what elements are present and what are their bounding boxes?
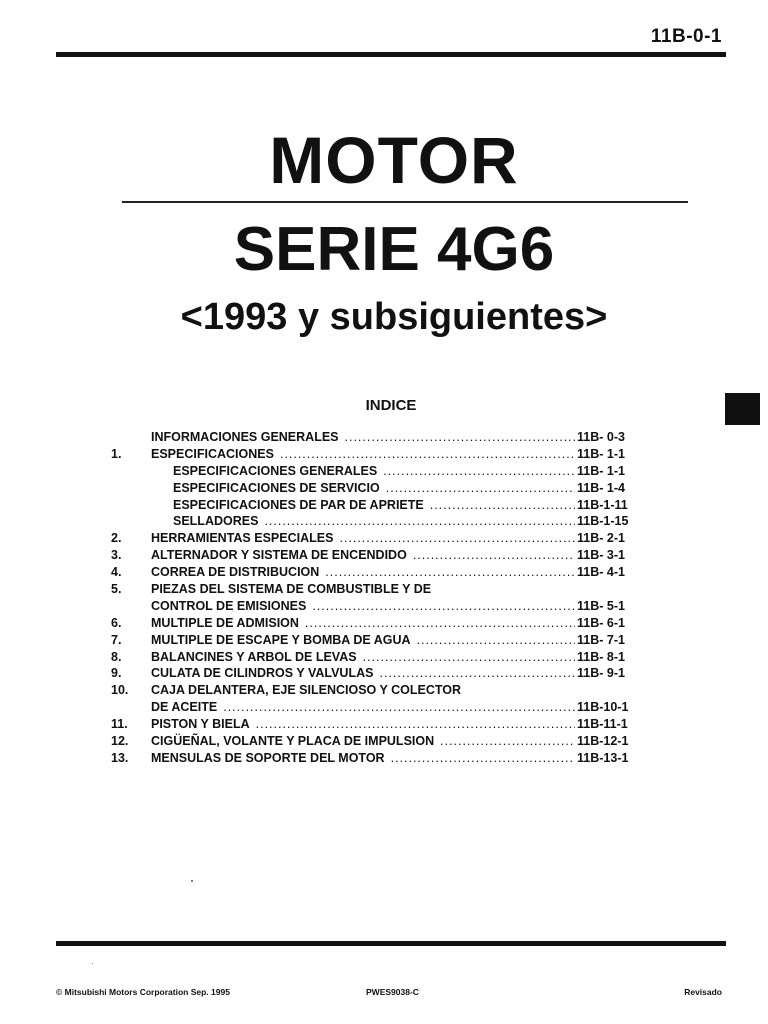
toc-entry-label: ESPECIFICACIONES DE PAR DE APRIETE bbox=[173, 497, 424, 512]
footer-code: PWES9038-C bbox=[366, 987, 419, 997]
toc-entry-page: 11B- 4-1 bbox=[577, 565, 625, 580]
toc-entry-label: ESPECIFICACIONES bbox=[151, 446, 274, 461]
document-subtitle: SERIE 4G6 bbox=[233, 215, 555, 284]
toc-dot-leader bbox=[430, 497, 575, 514]
toc-dot-leader bbox=[256, 716, 575, 733]
toc-entry-page: 11B-1-11 bbox=[577, 497, 628, 512]
toc-entry bbox=[0, 632, 768, 649]
bottom-rule bbox=[56, 941, 726, 946]
index-heading: INDICE bbox=[365, 397, 417, 414]
toc-entry-number: 7. bbox=[111, 632, 122, 647]
toc-entry bbox=[0, 649, 768, 666]
toc-dot-leader bbox=[391, 750, 575, 767]
toc-entry bbox=[0, 429, 768, 446]
toc-dot-leader bbox=[413, 547, 575, 564]
toc-entry bbox=[0, 581, 768, 598]
toc-entry bbox=[0, 463, 768, 480]
toc-dot-leader bbox=[264, 513, 575, 530]
toc-entry-label: HERRAMIENTAS ESPECIALES bbox=[151, 531, 334, 546]
toc-dot-leader bbox=[363, 649, 575, 666]
scan-speck bbox=[191, 880, 193, 882]
toc-entry-label: ALTERNADOR Y SISTEMA DE ENCENDIDO bbox=[151, 548, 407, 563]
toc-dot-leader bbox=[305, 615, 575, 632]
toc-entry bbox=[0, 750, 768, 767]
toc-entry-number: 3. bbox=[111, 548, 122, 563]
toc-entry bbox=[0, 682, 768, 699]
toc-entry-number: 2. bbox=[111, 531, 122, 546]
toc-entry-number: 10. bbox=[111, 683, 129, 698]
top-rule bbox=[56, 52, 726, 57]
toc-dot-leader bbox=[223, 699, 575, 716]
toc-entry bbox=[0, 530, 768, 547]
toc-dot-leader bbox=[280, 446, 575, 463]
toc-entry-label: MENSULAS DE SOPORTE DEL MOTOR bbox=[151, 750, 385, 765]
toc-entry-number: 5. bbox=[111, 582, 122, 597]
toc-entry bbox=[0, 733, 768, 750]
toc-entry-page: 11B- 1-4 bbox=[577, 480, 625, 495]
toc-entry-number: 1. bbox=[111, 446, 122, 461]
toc-entry-label: PISTON Y BIELA bbox=[151, 717, 250, 732]
table-of-contents bbox=[0, 429, 768, 767]
toc-entry-label: CONTROL DE EMISIONES bbox=[151, 598, 307, 613]
toc-entry-label: ESPECIFICACIONES DE SERVICIO bbox=[173, 480, 380, 495]
toc-entry bbox=[0, 480, 768, 497]
toc-entry-page: 11B-13-1 bbox=[577, 750, 629, 765]
toc-entry bbox=[0, 513, 768, 530]
toc-entry-label: SELLADORES bbox=[173, 514, 259, 529]
toc-entry-page: 11B- 8-1 bbox=[577, 649, 625, 664]
toc-entry-label: INFORMACIONES GENERALES bbox=[151, 430, 339, 444]
toc-entry-label: BALANCINES Y ARBOL DE LEVAS bbox=[151, 649, 357, 664]
toc-entry-number: 13. bbox=[111, 750, 129, 765]
toc-dot-leader bbox=[379, 665, 575, 682]
toc-entry bbox=[0, 615, 768, 632]
toc-entry-number: 12. bbox=[111, 734, 129, 749]
toc-entry-label: MULTIPLE DE ADMISION bbox=[151, 615, 299, 630]
toc-entry-label: CAJA DELANTERA, EJE SILENCIOSO Y COLECTOR bbox=[151, 683, 462, 698]
toc-dot-leader bbox=[345, 429, 575, 446]
model-years: <1993 y subsiguientes> bbox=[180, 296, 608, 338]
toc-entry bbox=[0, 699, 768, 716]
toc-entry-page: 11B-1-15 bbox=[577, 514, 629, 529]
toc-entry-page: 11B- 9-1 bbox=[577, 666, 625, 681]
footer-status: Revisado bbox=[684, 987, 722, 997]
toc-entry bbox=[0, 564, 768, 581]
toc-dot-leader bbox=[312, 598, 575, 615]
toc-entry-number: 8. bbox=[111, 649, 122, 664]
page-number: 11B-0-1 bbox=[650, 26, 722, 47]
footer-copyright: © Mitsubishi Motors Corporation Sep. 1995 bbox=[56, 987, 230, 997]
toc-entry-page: 11B- 7-1 bbox=[577, 632, 625, 647]
toc-entry-number: 6. bbox=[111, 615, 122, 630]
toc-dot-leader bbox=[417, 632, 575, 649]
toc-entry-page: 11B- 2-1 bbox=[577, 531, 625, 546]
toc-dot-leader bbox=[325, 564, 575, 581]
toc-entry-page: 11B-12-1 bbox=[577, 734, 629, 749]
toc-entry-page: 11B- 0-3 bbox=[577, 430, 625, 444]
toc-entry-page: 11B- 1-1 bbox=[577, 446, 625, 461]
toc-entry-page: 11B- 5-1 bbox=[577, 598, 625, 613]
toc-entry-page: 11B-10-1 bbox=[577, 700, 629, 715]
toc-entry-label: MULTIPLE DE ESCAPE Y BOMBA DE AGUA bbox=[151, 632, 411, 647]
document-title: MOTOR bbox=[269, 123, 519, 197]
toc-entry-page: 11B-11-1 bbox=[577, 717, 628, 732]
toc-entry bbox=[0, 497, 768, 514]
title-divider bbox=[122, 201, 688, 203]
toc-entry-page: 11B- 1-1 bbox=[577, 463, 625, 478]
toc-entry bbox=[0, 446, 768, 463]
toc-dot-leader bbox=[383, 463, 575, 480]
toc-entry-number: 11. bbox=[111, 717, 128, 732]
scan-speck bbox=[92, 963, 93, 964]
toc-entry-label: CIGÜEÑAL, VOLANTE Y PLACA DE IMPULSION bbox=[151, 734, 435, 749]
toc-entry-label: CULATA DE CILINDROS Y VALVULAS bbox=[151, 666, 374, 681]
toc-entry-label: CORREA DE DISTRIBUCION bbox=[151, 565, 320, 580]
toc-entry-label: DE ACEITE bbox=[151, 700, 218, 715]
toc-entry-label: ESPECIFICACIONES GENERALES bbox=[173, 463, 378, 478]
toc-entry bbox=[0, 665, 768, 682]
toc-entry bbox=[0, 598, 768, 615]
toc-entry bbox=[0, 716, 768, 733]
toc-entry-label: PIEZAS DEL SISTEMA DE COMBUSTIBLE Y DE bbox=[151, 582, 432, 597]
toc-entry bbox=[0, 547, 768, 564]
toc-entry-page: 11B- 6-1 bbox=[577, 615, 625, 630]
toc-entry-number: 4. bbox=[111, 565, 122, 580]
toc-entry-number: 9. bbox=[111, 666, 122, 681]
toc-dot-leader bbox=[339, 530, 575, 547]
toc-entry-page: 11B- 3-1 bbox=[577, 548, 625, 563]
toc-dot-leader bbox=[440, 733, 575, 750]
toc-dot-leader bbox=[386, 480, 575, 497]
